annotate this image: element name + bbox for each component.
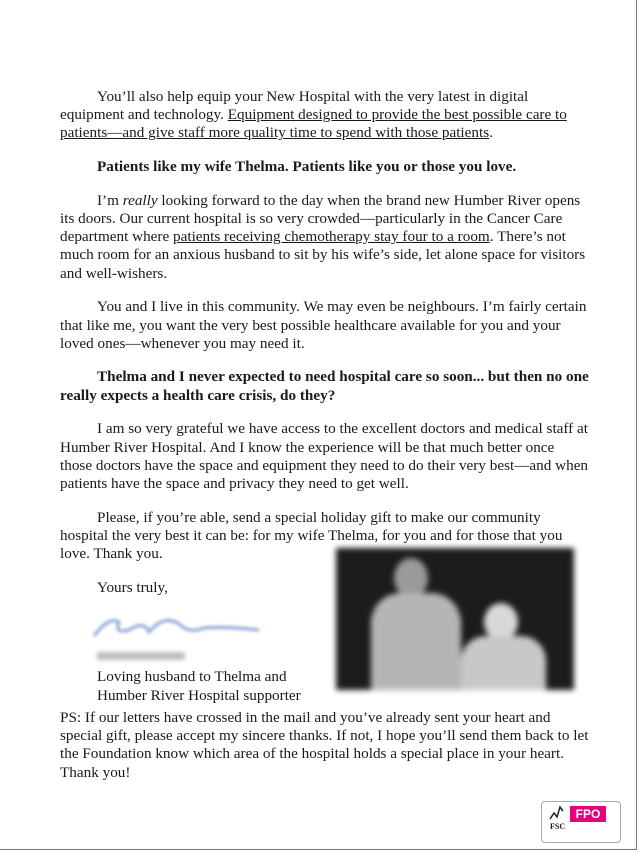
closing: Yours truly, (97, 578, 168, 596)
italic-text: really (122, 191, 158, 209)
underlined-text: patients receiving chemotherapy stay four to a room (173, 228, 490, 246)
paragraph-equipment (60, 88, 590, 143)
paragraph-community: You and I live in this community. We may even be neighbours. I’m fairly certain that like me, you want the very best possible healthcare available for you and your loved ones—whenever you may need it. (60, 298, 587, 352)
heading-patients: Patients like my wife Thelma. Patients like you or those you love. (97, 158, 517, 176)
paragraph-appeal: Please, if you’re able, send a special holiday gift to make our community hospital the very best it can be: for my wife Thelma, for you and for those that you love. Thank you. (60, 508, 563, 563)
text: I’m (97, 191, 123, 209)
photo-figure (394, 558, 428, 598)
postscript: PS: If our letters have crossed in the mail and you’ve already sent your heart and special gift, please accept my sincere thanks. If not, I hope you’ll send them back to let the Foundation know which area of the hospital holds a special place in your heart. Thank you! (60, 709, 589, 781)
photo-figure (371, 593, 461, 690)
signer-title-line: Humber River Hospital supporter (97, 686, 301, 704)
paragraph-new-hospital (60, 192, 590, 283)
fsc-tree-icon (548, 805, 568, 821)
signature-image (89, 612, 264, 640)
underlined-text: Equipment designed to provide the best possible care to patients—and give staff more quality time to spend with those patients (60, 106, 567, 142)
signer-title (97, 668, 301, 704)
text: . There’s not much room for an anxious husband to sit by his wife’s side, let alone space for visitors and well-wishers. (60, 228, 586, 282)
text: looking forward to the day when the brand new Humber River opens its doors. Our current hospital is so very crowded—particularly in the Cancer Care department where (60, 191, 581, 246)
paragraph-grateful: I am so very grateful we have access to the excellent doctors and medical staff at Humber River Hospital. And I know the experience will be that much better once those doctors have the space and equipment they need to do their very best—and when patients have the space and privacy they need to get well. (60, 420, 589, 492)
fsc-mark: FSC (550, 822, 566, 831)
fpo-badge: FPO (570, 806, 606, 822)
text: You’ll also help equip your New Hospital with the very latest in digital equipment and technology. (60, 88, 529, 124)
photo-figure (461, 636, 546, 690)
couple-photo (336, 548, 574, 690)
text: . (489, 124, 493, 142)
signer-title-line: Loving husband to Thelma and (97, 668, 287, 686)
heading-crisis: Thelma and I never expected to need hospital care so soon... but then no one really expects a health care crisis, do they? (60, 368, 589, 404)
fsc-logo (541, 801, 621, 843)
signer-name-blurred (97, 652, 185, 660)
